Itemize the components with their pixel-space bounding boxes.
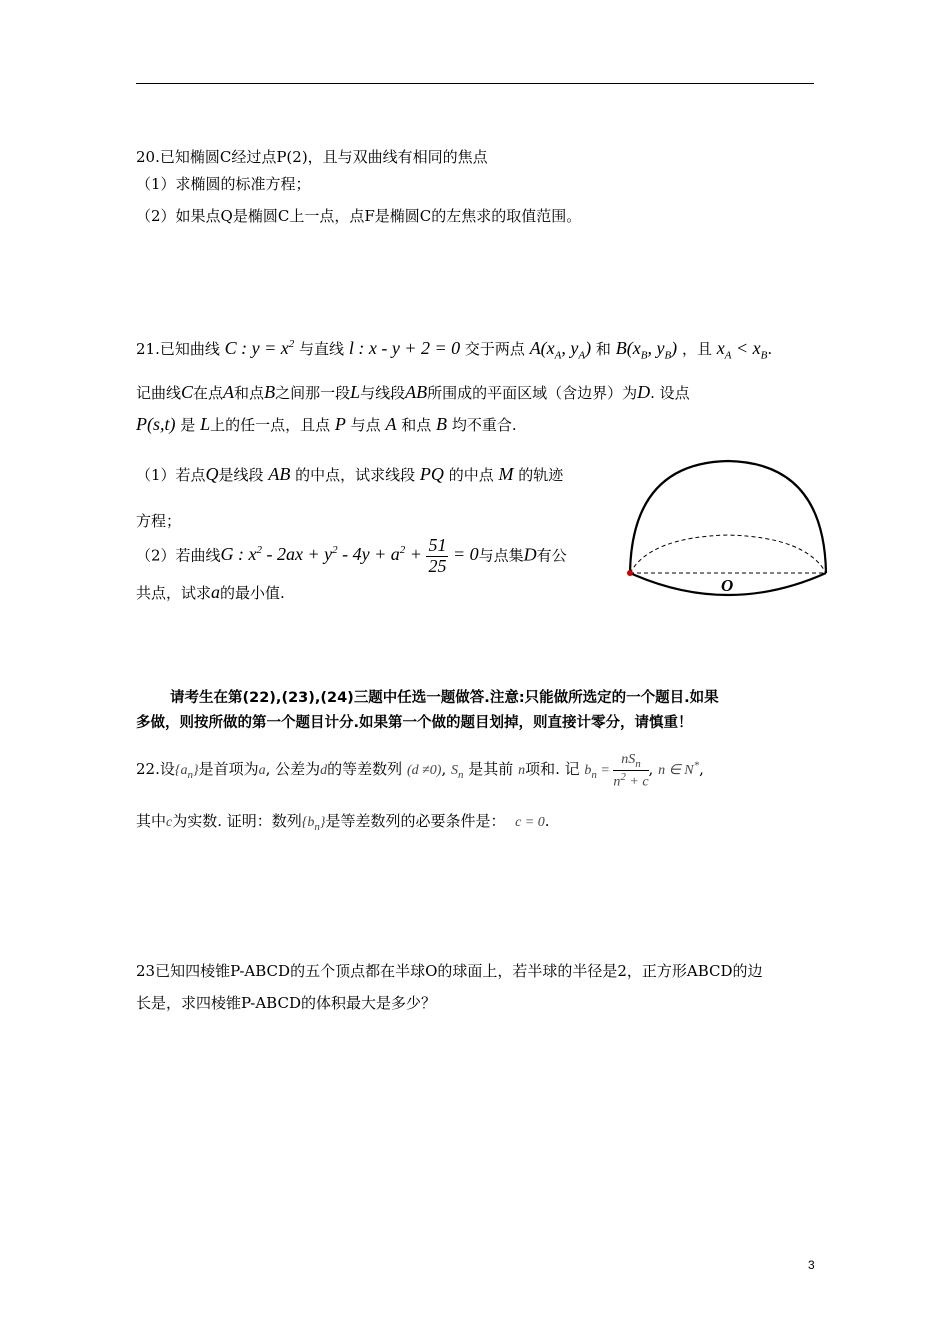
q22-row1: 22.设$\{a_n\}$是首项为a, 公差为d的等差数列 (d ≠0), $S_n$ 是其前 n项和. 记 $b_n$ = $\frac{nS_n}{n^2 + c}$ , n ∈ N*,	[136, 752, 704, 790]
point-a: $A(x_A$, $y_A$)	[529, 338, 592, 362]
page-number: 3	[808, 1258, 815, 1272]
q21-part1: （1）若点Q是线段 AB 的中点，试求线段 PQ 的中点 M 的轨迹	[136, 464, 564, 484]
q23-line2: 长是，求四棱锥P-ABCD的体积最大是多少？	[136, 994, 436, 1012]
q21-row2: 记曲线C在点A和点B之间那一段L与线段AB所围成的平面区域（含边界）为D. 设点	[136, 382, 690, 402]
point-marker	[627, 570, 633, 576]
bn-definition: $b_n$ = $\frac{nS_n}{n^2 + c}$	[584, 752, 649, 790]
curve-equation: C : $y = x^2$	[224, 338, 295, 358]
point-b: $B(x_B$, $y_B$)	[615, 338, 678, 362]
sequence-b: $\{b_n\}$	[301, 815, 326, 833]
header-rule	[136, 83, 814, 84]
notice-line1: 请考生在第(22),(23),(24)三题中任选一题做答.注意:只能做所选定的一个题目.如果	[170, 690, 719, 706]
base-back-arc	[630, 535, 826, 573]
q21-part2: （2）若曲线G : $x^2 - 2ax + y^2 - 4y + a^2$ + $\frac{51}{25}$ = 0与点集D有公	[136, 535, 567, 576]
q20-line1: 20.已知椭圆C经过点P(2)，且与双曲线有相同的焦点	[136, 148, 488, 166]
q21-row3: P(s,t) 是 L上的任一点，且点 P 与点 A 和点 B 均不重合.	[136, 414, 517, 434]
q23-line1: 23已知四棱锥P-ABCD的五个顶点都在半球O的球面上，若半球的半径是2，正方形ABCD的边	[136, 962, 763, 980]
hemisphere-arc	[630, 461, 826, 573]
q21-part1-cont: 方程；	[136, 512, 182, 530]
q22-row2: 其中c为实数. 证明：数列$\{b_n\}$是等差数列的必要条件是： c = 0.	[136, 812, 550, 833]
q20-line3: （2）如果点Q是椭圆C上一点，点F是椭圆C的左焦求的取值范围。	[136, 207, 582, 225]
inequality: $x_A < x_B$	[716, 338, 768, 362]
notice-line2: 多做，则按所做的第一个题目计分.如果第一个做的题目划掉，则直接计零分，请慎重！	[136, 715, 693, 731]
q21-part2-cont: 共点，试求a的最小值.	[136, 582, 285, 602]
sequence-a: $\{a_n\}$	[174, 763, 199, 781]
curve-g-equation: G : $x^2 - 2ax + y^2 - 4y + a^2$ + $\frac{51}{25}$ = 0	[220, 535, 479, 576]
center-label: O	[721, 576, 734, 595]
q21-row1: 21.已知曲线 C : $y = x^2$ 与直线 l : x - y + 2 = 0 交于两点 $A(x_A$, $y_A$) 和 $B(x_B$, $y_B$) ，且 $x_A < x_B$.	[136, 338, 773, 362]
q20-line2: （1）求椭圆的标准方程；	[136, 175, 311, 193]
line-equation: l : x - y + 2 = 0	[348, 338, 461, 358]
hemisphere-figure	[620, 455, 836, 615]
